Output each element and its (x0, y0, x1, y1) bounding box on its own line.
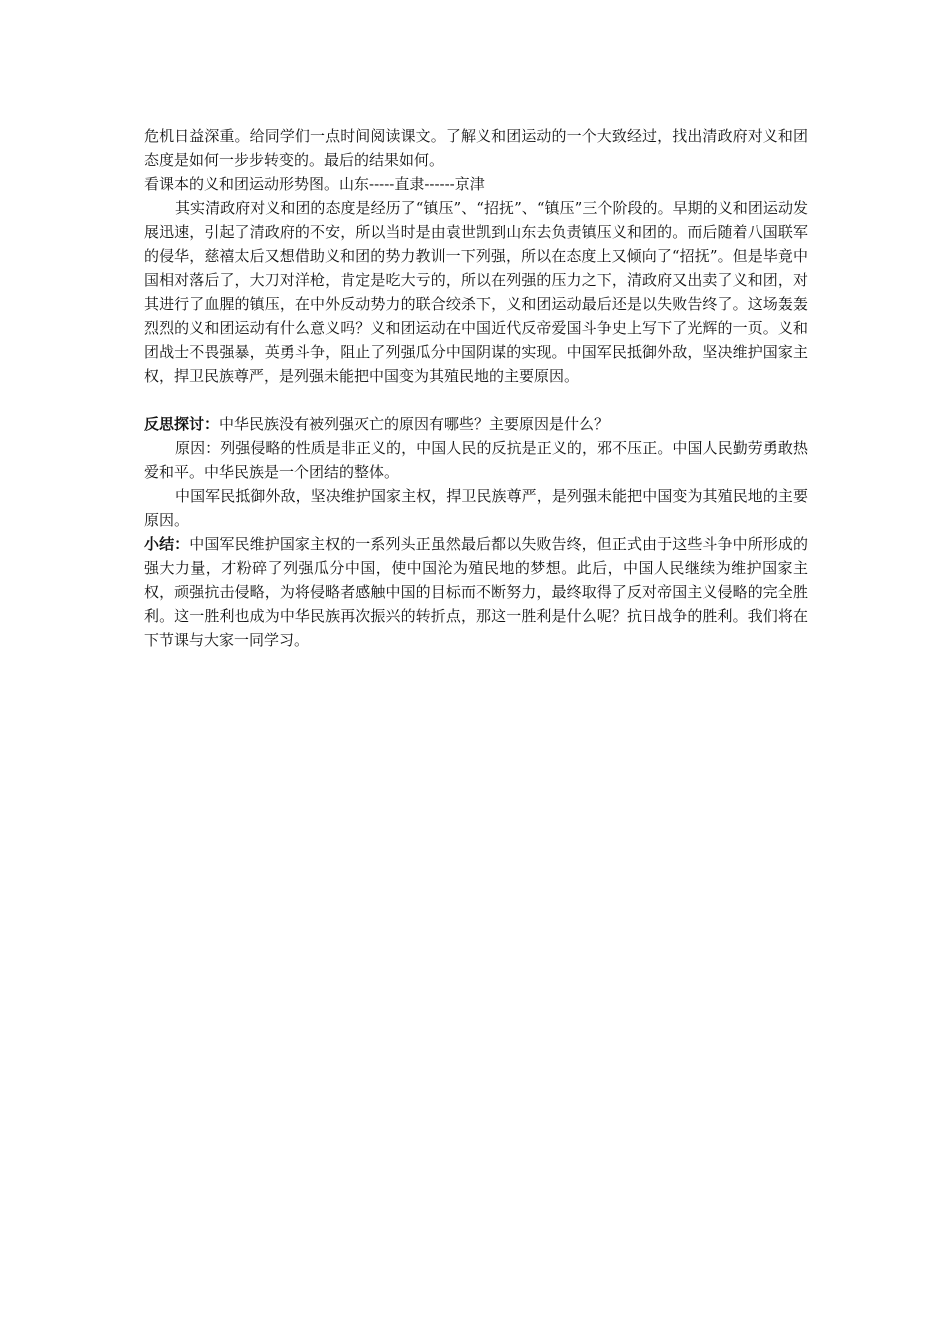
paragraph-intro: 危机日益深重。给同学们一点时间阅读课文。了解义和团运动的一个大致经过，找出清政府对义和团态度是如何一步步转变的。最后的结果如何。 (144, 127, 808, 169)
summary-text: 中国军民维护国家主权的一系列头正虽然最后都以失败告终，但正式由于这些斗争中所形成的强大力量，才粉碎了列强瓜分中国，使中国沦为殖民地的梦想。此后，中国人民继续为维护国家主权，顽强抗击侵略，为将侵略者感触中国的目标而不断努力，最终取得了反对帝国主义侵略的完全胜利。这一胜利也成为中华民族再次振兴的转折点，那这一胜利是什么呢？抗日战争的胜利。我们将在下节课与大家一同学习。 (144, 535, 808, 649)
document-page (144, 124, 808, 652)
reflection-question: 中华民族没有被列强灭亡的原因有哪些？主要原因是什么？ (219, 415, 610, 433)
paragraph-map-note: 看课本的义和团运动形势图。山东-----直隶------京津 (144, 175, 485, 193)
paragraph-main-reason: 中国军民抵御外敌，坚决维护国家主权，捍卫民族尊严，是列强未能把中国变为其殖民地的主要原因。 (144, 487, 808, 529)
summary-paragraph (144, 532, 808, 652)
blank-line (144, 388, 808, 412)
paragraph-main-body: 其实清政府对义和团的态度是经历了“镇压”、“招抚”、“镇压”三个阶段的。早期的义和团运动发展迅速，引起了清政府的不安，所以当时是由袁世凯到山东去负责镇压义和团的。而后随着八国联军的侵华，慈禧太后又想借助义和团的势力教训一下列强，所以在态度上又倾向了“招抚”。但是毕竟中国相对落后了，大刀对洋枪，肯定是吃大亏的，所以在列强的压力之下，清政府又出卖了义和团，对其进行了血腥的镇压，在中外反动势力的联合绞杀下，义和团运动最后还是以失败告终了。这场轰轰烈烈的义和团运动有什么意义吗？义和团运动在中国近代反帝爱国斗争史上写下了光辉的一页。义和团战士不畏强暴，英勇斗争，阻止了列强瓜分中国阴谋的实现。中国军民抵御外敌，坚决维护国家主权，捍卫民族尊严，是列强未能把中国变为其殖民地的主要原因。 (144, 199, 808, 385)
reflection-label: 反思探讨： (144, 415, 220, 433)
reflection-paragraph (144, 412, 808, 436)
summary-label: 小结： (144, 535, 190, 553)
paragraph-reasons: 原因：列强侵略的性质是非正义的，中国人民的反抗是正义的，邪不压正。中国人民勤劳勇敢热爱和平。中华民族是一个团结的整体。 (144, 439, 808, 481)
